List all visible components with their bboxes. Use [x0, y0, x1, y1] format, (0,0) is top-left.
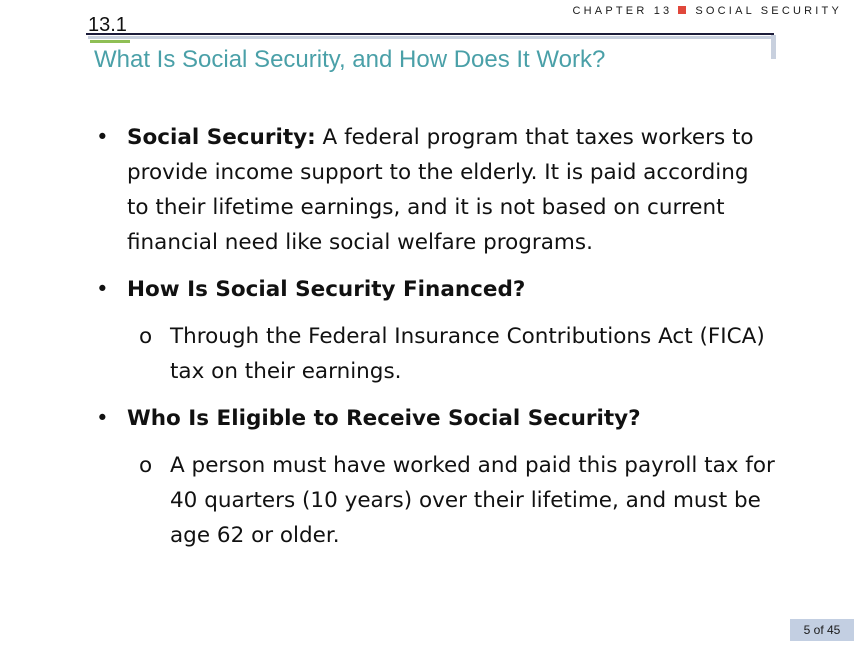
header-rule-end-tick	[771, 35, 776, 59]
question-heading: How Is Social Security Financed?	[127, 277, 526, 302]
sub-bullet-marker: o	[139, 324, 153, 349]
chapter-label: CHAPTER 13	[572, 5, 673, 17]
bullet-item	[96, 272, 776, 307]
bullet-item	[96, 401, 776, 436]
header-rule	[86, 33, 774, 35]
sub-bullet-text: Through the Federal Insurance Contributions Act (FICA) tax on their earnings.	[170, 324, 765, 384]
bullet-marker: •	[96, 406, 109, 431]
section-number-underline	[90, 40, 130, 43]
sub-bullet-item	[96, 319, 776, 389]
page-indicator: 5 of 45	[790, 619, 854, 641]
chapter-header	[573, 5, 842, 17]
definition-text: A federal program that taxes workers to provide income support to the elderly. It is paid according to their lifetime earnings, and it is not based on current financial need like social welfare programs.	[127, 125, 754, 255]
definition-term: Social Security:	[127, 125, 316, 150]
sub-bullet-marker: o	[139, 453, 153, 478]
separator-square-icon	[678, 6, 686, 14]
chapter-topic: SOCIAL SECURITY	[695, 5, 842, 17]
bullet-marker: •	[96, 277, 109, 302]
section-number: 13.1	[88, 14, 127, 36]
bullet-marker: •	[96, 125, 109, 150]
bullet-item	[96, 120, 776, 260]
sub-bullet-item	[96, 448, 776, 553]
slide-title: What Is Social Security, and How Does It Work?	[94, 46, 606, 73]
header-rule-shadow	[88, 36, 776, 39]
slide-content	[96, 120, 776, 565]
question-heading: Who Is Eligible to Receive Social Security?	[127, 406, 641, 431]
sub-bullet-text: A person must have worked and paid this payroll tax for 40 quarters (10 years) over their lifetime, and must be age 62 or older.	[170, 453, 775, 548]
